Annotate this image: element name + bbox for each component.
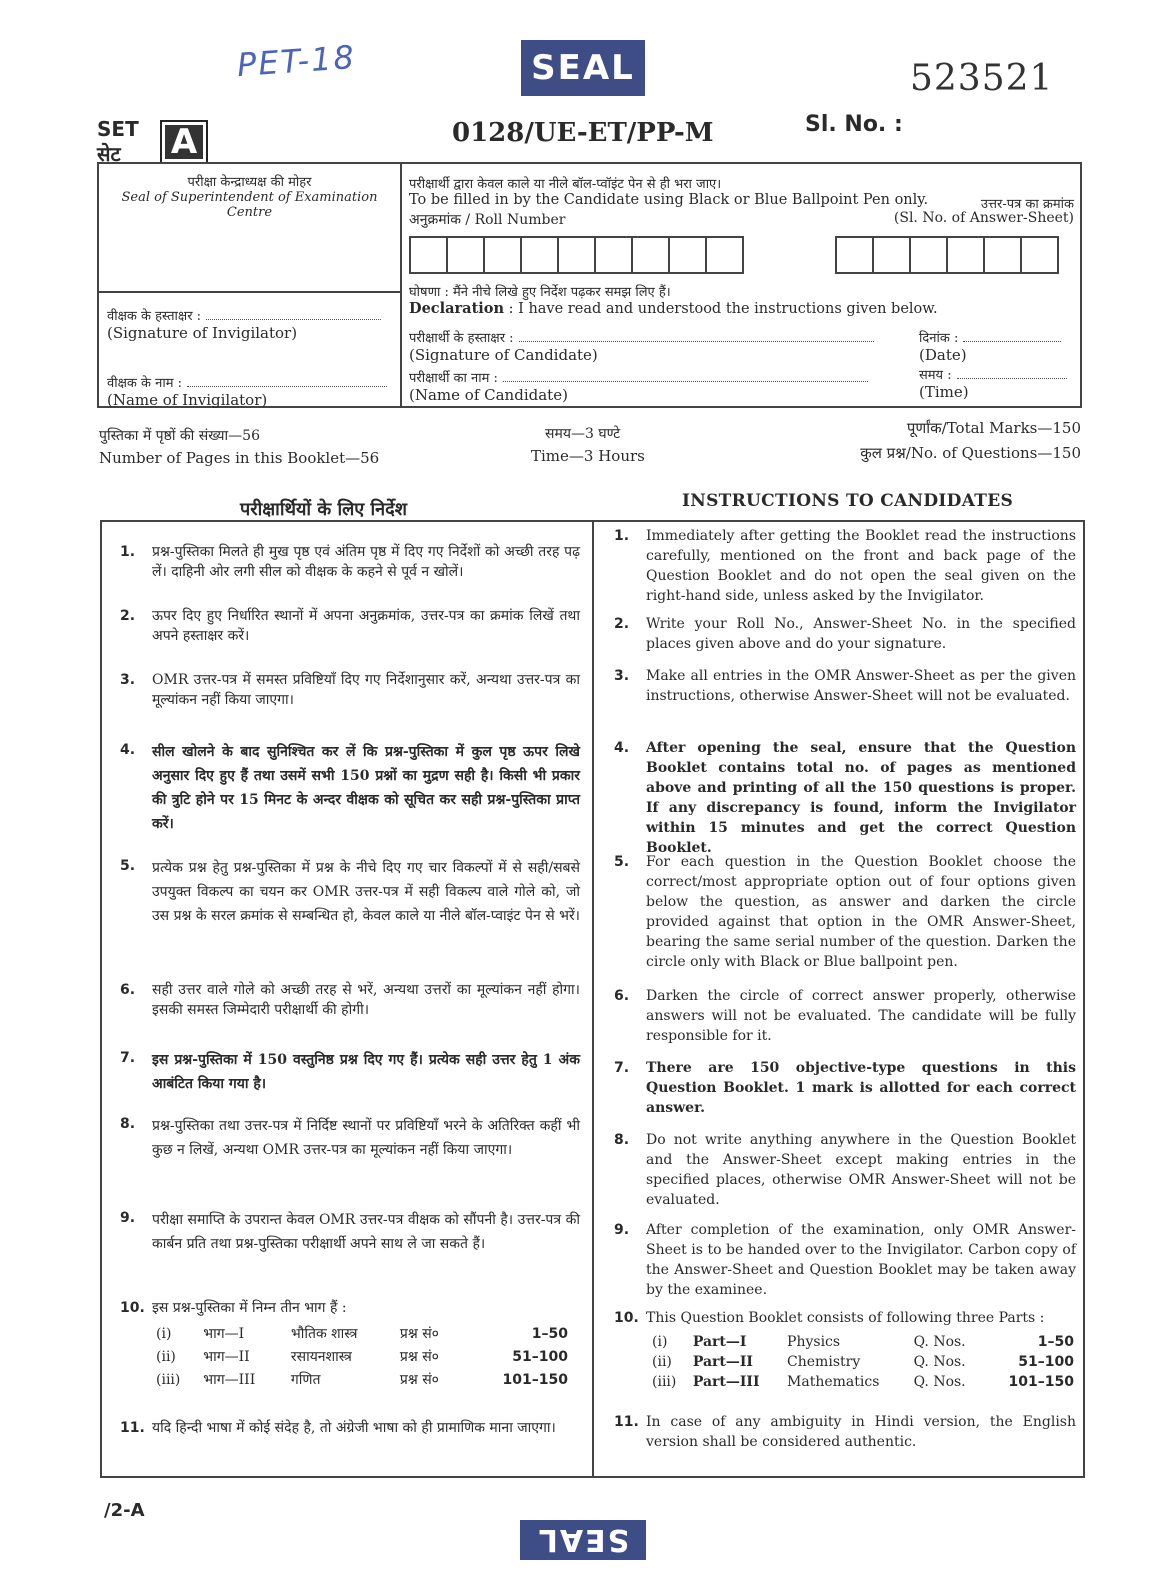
invigilator-signature-field[interactable] xyxy=(107,305,395,342)
sl-no-label: Sl. No. : xyxy=(805,112,903,137)
set-label-hindi: सेट xyxy=(97,142,121,166)
answer-sheet-label: (Sl. No. of Answer-Sheet) xyxy=(893,210,1074,226)
roll-digit-box[interactable] xyxy=(559,238,596,272)
instruction-hindi-5: 5. प्रत्येक प्रश्न हेतु प्रश्न-पुस्तिका में प्रश्न के नीचे दिए गए चार विकल्पों में से सही/सबसे उपयुक्त विकल्प का चयन कर OMR उत्तर-पत्र में सही विकल्प वाले गोले को, जो उस प्रश्न के सरल क्रमांक से सम्बन्धित हो, केवल काले या नीले बॉल-प्वाइंट पेन से भरें। xyxy=(120,858,580,924)
roll-digit-box[interactable] xyxy=(596,238,633,272)
declaration-text: : I have read and understood the instructions given below. xyxy=(508,301,938,317)
pages-info xyxy=(99,426,379,467)
candidate-signature-label: (Signature of Candidate) xyxy=(409,346,598,364)
fill-note-english: To be filled in by the Candidate using Black or Blue Ballpoint Pen only. xyxy=(409,192,929,208)
instruction-hindi-4: 4. सील खोलने के बाद सुनिश्चित कर लें कि प्रश्न-पुस्तिका में कुल पृष्ठ ऊपर लिखे अनुसार दिए हुए हैं तथा उसमें सभी 150 प्रश्नों का मुद्रण सही है। किसी भी प्रकार की त्रुटि होने पर 15 मिनट के अन्दर वीक्षक को सूचित कर सही प्रश्न-पुस्तिका प्राप्त करें। xyxy=(120,742,580,832)
instruction-hindi-3: 3. OMR उत्तर-पत्र में समस्त प्रविष्टियाँ दिए गए निर्देशानुसार करें, अन्यथा उत्तर-पत्र का मूल्यांकन नहीं किया जाएगा। xyxy=(120,672,580,708)
time-label: (Time) xyxy=(919,383,969,401)
answer-sheet-digit-box[interactable] xyxy=(911,238,948,272)
roll-number-boxes[interactable] xyxy=(409,236,744,274)
total-marks: पूर्णांक/Total Marks—150 xyxy=(906,419,1081,437)
candidate-name-field[interactable] xyxy=(409,367,889,404)
handwritten-code: PET-18 xyxy=(235,37,357,85)
instructions-box xyxy=(100,520,1085,1478)
roll-digit-box[interactable] xyxy=(485,238,522,272)
roll-digit-box[interactable] xyxy=(633,238,670,272)
candidate-signature-field[interactable] xyxy=(409,327,889,364)
parts-table-english xyxy=(648,1332,1078,1392)
instruction-hindi-9: 9. परीक्षा समाप्ति के उपरान्त केवल OMR उत्तर-पत्र वीक्षक को सौंपनी है। उत्तर-पत्र की कार्बन प्रति तथा प्रश्न-पुस्तिका परीक्षार्थी अपने साथ ले जा सकते हैं। xyxy=(120,1210,580,1252)
instructions-heading: INSTRUCTIONS TO CANDIDATES xyxy=(682,491,1014,511)
part-row: (i) Part—I Physics Q. Nos. 1–50 xyxy=(652,1334,1074,1350)
candidate-form-box xyxy=(97,162,1082,408)
part-row: (ii) भाग—II रसायनशास्त्र प्रश्न सं० 51–100 xyxy=(156,1348,568,1365)
instructions-heading-hindi: परीक्षार्थियों के लिए निर्देश xyxy=(240,499,407,520)
seal-bottom-label: SEAL xyxy=(520,1520,646,1560)
column-divider xyxy=(592,522,594,1476)
candidate-signature-line xyxy=(519,341,874,342)
time-label-hindi: समय : xyxy=(919,368,952,383)
answer-sheet-digit-box[interactable] xyxy=(985,238,1022,272)
instruction-english-1: 1. Immediately after getting the Booklet read the instructions carefully, mentioned on the front and back page of the Question Booklet and do not open the seal given on the right-hand side, unless asked by the Invigilator. xyxy=(614,528,1076,604)
declaration-label: Declaration xyxy=(409,300,504,317)
invigilator-signature-label: (Signature of Invigilator) xyxy=(107,324,298,342)
instruction-english-5: 5. For each question in the Question Booklet choose the correct/most appropriate option out of four options given below the question, as answer and darken the circle provided against that option in the OMR Answer-Sheet, bearing the same serial number of the question. Darken the circle only with Black or Blue ballpoint pen. xyxy=(614,854,1076,970)
roll-digit-box[interactable] xyxy=(707,238,742,272)
pages-hindi: पुस्तिका में पृष्ठों की संख्या—56 xyxy=(99,428,260,444)
answer-sheet-digit-box[interactable] xyxy=(874,238,911,272)
declaration xyxy=(409,282,1074,317)
fill-note-hindi: परीक्षार्थी द्वारा केवल काले या नीले बॉल-प्वॉइंट पेन से ही भरा जाए। xyxy=(409,177,722,192)
set-value: A xyxy=(165,125,203,159)
instruction-english-10: 10. This Question Booklet consists of following three Parts : xyxy=(614,1310,1045,1326)
seal-centre-area xyxy=(99,172,400,220)
invigilator-name-label: (Name of Invigilator) xyxy=(107,391,268,409)
time-info xyxy=(531,424,645,465)
answer-sheet-digit-box[interactable] xyxy=(1022,238,1057,272)
marks-info xyxy=(800,418,1081,463)
parts-table-hindi xyxy=(152,1322,572,1391)
candidate-name-label-hindi: परीक्षार्थी का नाम : xyxy=(409,371,498,386)
fill-instructions xyxy=(409,174,1074,229)
time-line xyxy=(957,378,1067,379)
roll-digit-box[interactable] xyxy=(448,238,485,272)
time-hindi: समय—3 घण्टे xyxy=(545,426,621,442)
set-label: SET xyxy=(97,117,139,141)
instruction-hindi-10: 10. इस प्रश्न-पुस्तिका में निम्न तीन भाग हैं : xyxy=(120,1300,347,1316)
answer-sheet-number-boxes[interactable] xyxy=(835,236,1059,274)
roll-digit-box[interactable] xyxy=(522,238,559,272)
date-field[interactable] xyxy=(919,327,1077,364)
date-label-hindi: दिनांक : xyxy=(919,331,959,346)
total-questions: कुल प्रश्न/No. of Questions—150 xyxy=(860,444,1081,462)
candidate-signature-label-hindi: परीक्षार्थी के हस्ताक्षर : xyxy=(409,331,514,346)
date-line xyxy=(963,341,1061,342)
seal-centre-english: Seal of Superintendent of Examination Centre xyxy=(121,190,378,220)
instruction-english-6: 6. Darken the circle of correct answer properly, otherwise answers will not be evaluated. The candidate will be fully responsible for it. xyxy=(614,988,1076,1044)
pages-english: Number of Pages in this Booklet—56 xyxy=(99,449,380,467)
invigilator-signature-line xyxy=(206,319,381,320)
candidate-name-label: (Name of Candidate) xyxy=(409,386,568,404)
part-row: (ii) Part—II Chemistry Q. Nos. 51–100 xyxy=(652,1354,1074,1370)
part-row: (iii) भाग—III गणित प्रश्न सं० 101–150 xyxy=(156,1371,568,1388)
roll-number-label: अनुक्रमांक / Roll Number xyxy=(409,212,566,228)
instruction-english-11: 11. In case of any ambiguity in Hindi version, the English version shall be considered authentic. xyxy=(614,1414,1076,1450)
roll-digit-box[interactable] xyxy=(670,238,707,272)
invigilator-name-line xyxy=(187,386,387,387)
instruction-hindi-6: 6. सही उत्तर वाले गोले को अच्छी तरह से भरें, अन्यथा उत्तरों का मूल्यांकन नहीं होगा। इसकी समस्त जिम्मेदारी परीक्षार्थी की होगी। xyxy=(120,982,580,1018)
booklet-code: 0128/UE-ET/PP-M xyxy=(452,118,714,148)
invigilator-name-field[interactable] xyxy=(107,372,395,409)
instruction-hindi-2: 2. ऊपर दिए हुए निर्धारित स्थानों में अपना अनुक्रमांक, उत्तर-पत्र का क्रमांक लिखें तथा अपने हस्ताक्षर करें। xyxy=(120,608,580,644)
instruction-hindi-1: 1. प्रश्न-पुस्तिका मिलते ही मुख पृष्ठ एवं अंतिम पृष्ठ में दिए गए निर्देशों को अच्छी तरह पढ़ लें। दाहिनी ओर लगी सील को वीक्षक के कहने से पूर्व न खोलें। xyxy=(120,544,580,580)
instruction-english-7: 7. There are 150 objective-type questions in this Question Booklet. 1 mark is allotted for each correct answer. xyxy=(614,1060,1076,1116)
page-code: /2-A xyxy=(104,1500,145,1521)
instruction-english-8: 8. Do not write anything anywhere in the Question Booklet and the Answer-Sheet except making entries in the specified places, otherwise OMR Answer-Sheet will not be evaluated. xyxy=(614,1132,1076,1208)
seal-label: SEAL xyxy=(521,40,645,96)
instruction-english-2: 2. Write your Roll No., Answer-Sheet No. in the specified places given above and do your signature. xyxy=(614,616,1076,652)
set-value-box xyxy=(160,120,208,164)
instruction-english-4: 4. After opening the seal, ensure that the Question Booklet contains total no. of pages as mentioned above and printing of all the 150 questions is proper. If any discrepancy is found, inform the Invigilator within 15 minutes and get the correct Question Booklet. xyxy=(614,740,1076,856)
seal-centre-hindi: परीक्षा केन्द्राध्यक्ष की मोहर xyxy=(187,175,312,190)
answer-sheet-digit-box[interactable] xyxy=(948,238,985,272)
instruction-english-3: 3. Make all entries in the OMR Answer-Sheet as per the given instructions, otherwise Answer-Sheet will not be evaluated. xyxy=(614,668,1076,704)
date-label: (Date) xyxy=(919,346,967,364)
declaration-hindi: घोषणा : मैंने नीचे लिखे हुए निर्देश पढ़कर समझ लिए हैं। xyxy=(409,285,671,300)
invigilator-name-label-hindi: वीक्षक के नाम : xyxy=(107,376,183,391)
answer-sheet-digit-box[interactable] xyxy=(837,238,874,272)
answer-sheet-label-hindi: उत्तर-पत्र का क्रमांक xyxy=(980,197,1074,212)
time-field[interactable] xyxy=(919,364,1077,401)
instruction-hindi-7: 7. इस प्रश्न-पुस्तिका में 150 वस्तुनिष्ठ प्रश्न दिए गए हैं। प्रत्येक सही उत्तर हेतु 1 अंक आबंटित किया गया है। xyxy=(120,1050,580,1092)
part-row: (iii) Part—III Mathematics Q. Nos. 101–150 xyxy=(652,1374,1074,1390)
roll-digit-box[interactable] xyxy=(411,238,448,272)
part-row: (i) भाग—I भौतिक शास्त्र प्रश्न सं० 1–50 xyxy=(156,1325,568,1342)
instruction-hindi-11: 11. यदि हिन्दी भाषा में कोई संदेह है, तो अंग्रेजी भाषा को ही प्रामाणिक माना जाएगा। xyxy=(120,1420,556,1436)
invigilator-signature-label-hindi: वीक्षक के हस्ताक्षर : xyxy=(107,309,202,324)
instruction-english-9: 9. After completion of the examination, only OMR Answer-Sheet is to be handed over to the Invigilator. Carbon copy of the Answer-Sheet and Question Booklet may be taken away by the examinee. xyxy=(614,1222,1076,1298)
instruction-hindi-8: 8. प्रश्न-पुस्तिका तथा उत्तर-पत्र में निर्दिष्ट स्थानों पर प्रविष्टियाँ भरने के अतिरिक्त कहीं भी कुछ न लिखें, अन्यथा OMR उत्तर-पत्र का मूल्यांकन नहीं किया जाएगा। xyxy=(120,1116,580,1158)
candidate-name-line xyxy=(503,381,868,382)
time-english: Time—3 Hours xyxy=(531,447,645,465)
serial-stamp: 523521 xyxy=(910,58,1054,99)
